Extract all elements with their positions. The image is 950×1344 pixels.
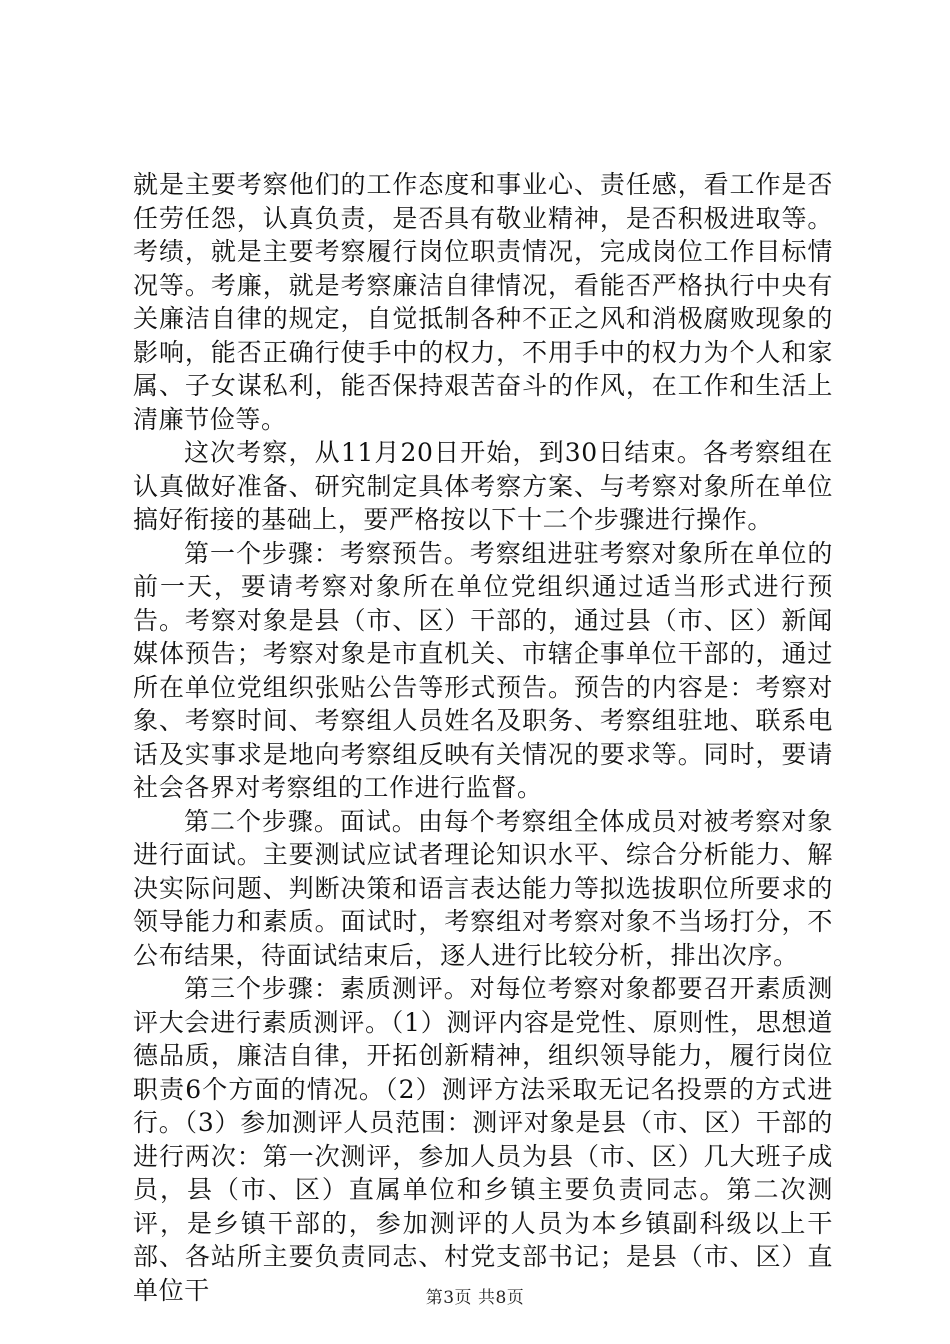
- paragraph-4: 第二个步骤。面试。由每个考察组全体成员对被考察对象进行面试。主要测试应试者理论知识水平、综合分析能力、解决实际问题、判断决策和语言表达能力等拟选拔职位所要求的领导能力和素质。面试时，考察组对考察对象不当场打分，不公布结果，待面试结束后，逐人进行比较分析，排出次序。: [133, 806, 833, 970]
- paragraph-2: 这次考察，从11月20日开始，到30日结束。各考察组在认真做好准备、研究制定具体考察方案、与考察对象所在单位搞好衔接的基础上，要严格按以下十二个步骤进行操作。: [133, 438, 833, 534]
- paragraph-1: 就是主要考察他们的工作态度和事业心、责任感，看工作是否任劳任怨，认真负责，是否具有敬业精神，是否积极进取等。考绩，就是主要考察履行岗位职责情况，完成岗位工作目标情况等。考廉，就是考察廉洁自律情况，看能否严格执行中央有关廉洁自律的规定，自觉抵制各种不正之风和消极腐败现象的影响，能否正确行使手中的权力，不用手中的权力为个人和家属、子女谋私利，能否保持艰苦奋斗的作风，在工作和生活上清廉节俭等。: [133, 170, 833, 434]
- paragraph-3: 第一个步骤：考察预告。考察组进驻考察对象所在单位的前一天，要请考察对象所在单位党组织通过适当形式进行预告。考察对象是县（市、区）干部的，通过县（市、区）新闻媒体预告；考察对象是市直机关、市辖企事单位干部的，通过所在单位党组织张贴公告等形式预告。预告的内容是：考察对象、考察时间、考察组人员姓名及职务、考察组驻地、联系电话及实事求是地向考察组反映有关情况的要求等。同时，要请社会各界对考察组的工作进行监督。: [133, 538, 833, 802]
- paragraph-5: 第三个步骤：素质测评。对每位考察对象都要召开素质测评大会进行素质测评。（1）测评内容是党性、原则性，思想道德品质，廉洁自律，开拓创新精神，组织领导能力，履行岗位职责6个方面的情况。（2）测评方法采取无记名投票的方式进行。（3）参加测评人员范围：测评对象是县（市、区）干部的进行两次：第一次测评，参加人员为县（市、区）几大班子成员，县（市、区）直属单位和乡镇主要负责同志。第二次测评，是乡镇干部的，参加测评的人员为本乡镇副科级以上干部、各站所主要负责同志、村党支部书记；是县（市、区）直单位干: [133, 974, 833, 1305]
- page-number-footer: 第3页 共8页: [425, 1288, 525, 1308]
- document-body: [133, 168, 833, 1307]
